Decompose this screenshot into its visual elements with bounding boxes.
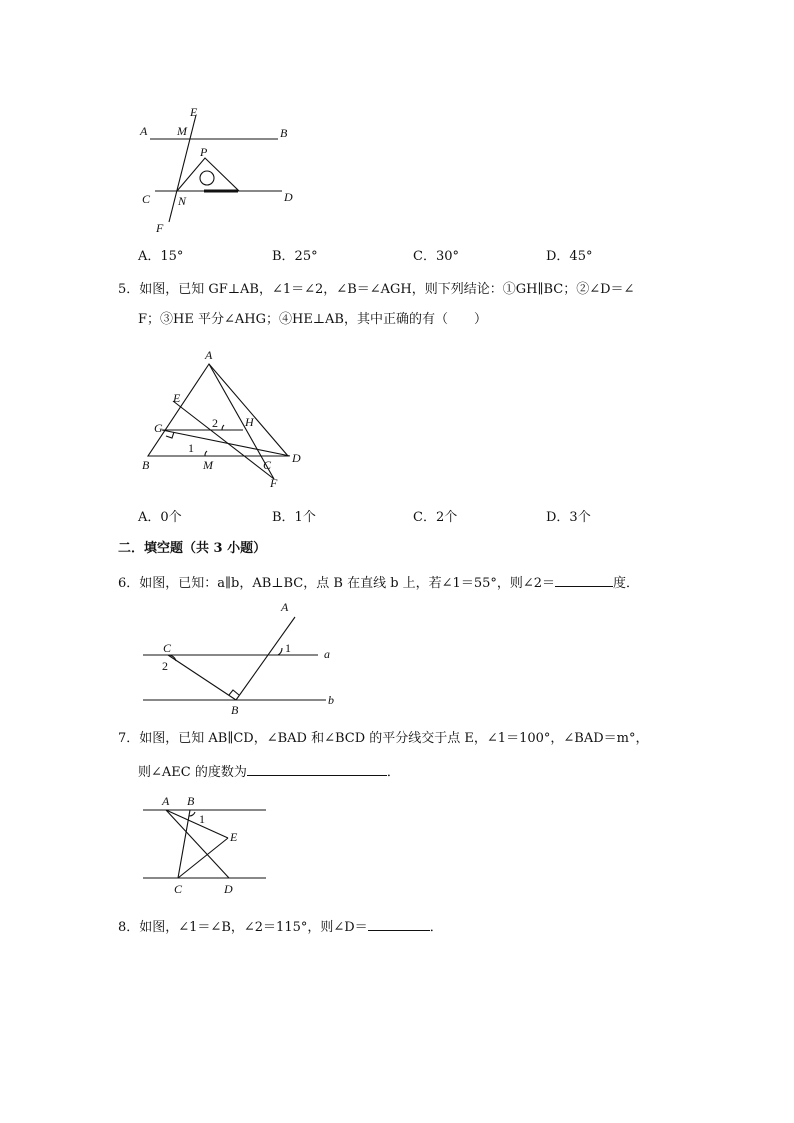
q5-label-two: 2 (212, 416, 218, 430)
q4-label-A: A (140, 124, 148, 138)
q7-label-C: C (174, 882, 183, 896)
q8-question-text: 8．如图，∠1＝∠B，∠2＝115°，则∠D＝ (118, 920, 368, 935)
q6-suffix: 度． (613, 576, 640, 591)
q5-option-b: B．1个 (272, 510, 316, 525)
q4-option-a: A．15° (138, 249, 184, 264)
q4-label-D: D (284, 190, 293, 204)
q7-label-one: 1 (199, 812, 205, 826)
q4-label-C: C (142, 192, 151, 206)
q7-label-B: B (187, 794, 195, 808)
q5-label-A: A (205, 348, 213, 362)
q4-option-b: B．25° (272, 249, 318, 264)
q6-label-two: 2 (162, 659, 168, 673)
q7-question-text: 则∠AEC 的度数为 (138, 765, 247, 780)
q5-option-c: C．2个 (413, 510, 458, 525)
q6-label-b: b (328, 693, 334, 707)
q6-question-text: 6．如图，已知：a∥b，AB⊥BC，点 B 在直线 b 上，若∠1＝55°，则∠2＝ (118, 576, 556, 591)
q4-label-B: B (280, 126, 288, 140)
q5-label-C: C (263, 458, 272, 472)
q6-label-A: A (281, 600, 289, 614)
q7-question-line1: 7．如图，已知 AB∥CD，∠BAD 和∠BCD 的平分线交于点 E，∠1＝100°，∠BAD＝m°， (118, 731, 649, 746)
q8-suffix: ． (429, 920, 443, 935)
q4-option-d: D．45° (546, 249, 593, 264)
q5-question-line1: 5．如图，已知 GF⊥AB，∠1＝∠2，∠B＝∠AGH，则下列结论：①GH∥BC；②∠D＝∠ (118, 282, 635, 297)
q8-answer-blank[interactable] (368, 916, 430, 931)
q5-option-d: D．3个 (546, 510, 591, 525)
q7-label-E: E (230, 830, 238, 844)
q4-label-E: E (190, 105, 198, 119)
q7-label-A: A (162, 794, 170, 808)
q4-label-P: P (200, 145, 208, 159)
q5-question-line2: F；③HE 平分∠AHG；④HE⊥AB，其中正确的有（ ） (138, 312, 487, 327)
q5-label-D: D (292, 451, 301, 465)
q7-suffix: ． (386, 765, 400, 780)
q5-label-H: H (245, 415, 254, 429)
q5-label-M: M (203, 458, 213, 472)
q5-label-one: 1 (188, 441, 194, 455)
q8-question (118, 916, 443, 937)
q6-label-a: a (324, 647, 330, 661)
q4-option-c: C．30° (413, 249, 459, 264)
q5-option-a: A．0个 (138, 510, 182, 525)
q5-label-F: F (270, 476, 278, 490)
q5-label-B: B (142, 458, 150, 472)
q7-label-D: D (224, 882, 233, 896)
q5-label-G: G (154, 421, 163, 435)
q6-label-C: C (163, 641, 172, 655)
q5-label-E: E (173, 391, 181, 405)
q4-label-N: N (178, 194, 187, 208)
q6-label-one: 1 (285, 641, 291, 655)
q4-label-F: F (156, 221, 164, 235)
section-title-fill-in: 二．填空题（共 3 小题） (118, 541, 267, 556)
q6-label-B: B (231, 703, 239, 717)
q4-label-M: M (177, 124, 187, 138)
